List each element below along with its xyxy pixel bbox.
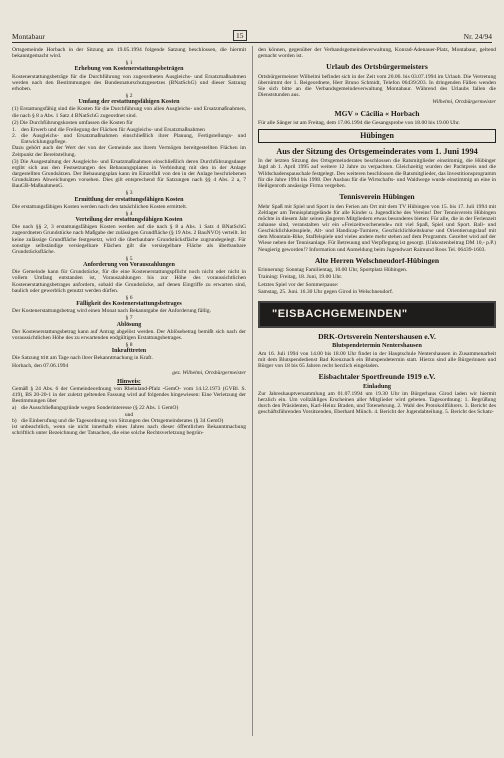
article-headline: Urlaub des Ortsbürgermeisters — [326, 62, 428, 72]
paragraph: Letztes Spiel vor der Sommerpause: — [258, 281, 339, 288]
list-marker: b) — [12, 417, 17, 424]
list-marker: 2. — [12, 133, 17, 140]
section-number: § 5 — [125, 256, 133, 262]
article-headline: Tennisverein Hübingen — [339, 192, 415, 202]
paragraph: Die Satzung tritt am Tage nach ihrer Bekanntmachung in Kraft. — [12, 355, 153, 362]
paragraph: Mehr Spaß mit Spiel und Sport in den Ferien am Ort mit dem TV Hübingen von 15. bis 17. Juli 1994 mit Zeltlager am Tennisplatzgelände für alle Kinder u. Jugendliche des Vereins! Der Tennisverein Hübingen möchte in diesem Jahr seinen jüngeren Mitgliedern etwas besonderes bieten: Für alle, die in der Ferienzeit zuhause sind, veranstalten wir ein »Freizeitwochenende« mit viel Spaß, Spiel und Sport. Ball- und Geschicklichkeitsspiele, Alt- und Handicap-Turniere, Geschicklichkeitskurse und Orientierungslauf mit dem Mountain-Bike, Staffelspiele und vieles andere mehr stehen auf dem Programm. Gezeltet wird auf der Wiese neben der Tennisanlage. Für Betreuung und Verpflegung ist gesorgt. (Unkostenbeitrag DM 10,- p.P.) Neugierig geworden!? Information und Anmeldung beim Jugendwart Raimund Roos Tel. 06439-1603. — [258, 203, 496, 253]
paragraph: Kostenerstattungsbeträge für die Durchführung von zugeordneten Ausgleichs- und Ersatzmaßnahmen werden nach den Bestimmungen des Bundesnaturschutzgesetzes (BNatSchG) und dieser Satzung erhoben. — [12, 73, 246, 92]
paragraph: Samstag, 25. Juni. 16.30 Uhr gegen Girod in Welschneudorf. — [258, 288, 394, 295]
section-heading: Ermittlung der erstattungsfähigen Kosten — [74, 196, 184, 203]
list-item-text: die Einberufung und die Tagesordnung von Sitzungen des Ortsgemeinderates (§ 34 GemO) — [21, 417, 224, 424]
section-number: § 3 — [125, 190, 133, 197]
section-heading: Inkrafttreten — [111, 348, 147, 355]
paragraph: (1) Erstattungsfähig sind die Kosten für die Durchführung von allen Ausgleichs- und Ersatzmaßnahmen, die nach § 8 a Abs. 1 Satz 4 BNatSchG zugeordnet sind. — [12, 106, 246, 119]
paragraph: Dazu gehört auch der Wert der von der Gemeinde aus ihrem Vermögen bereitgestellten Flächen im Zeitpunkt der Bereitstellung. — [12, 145, 246, 158]
article-headline: Alte Herren Welschneudorf-Hübingen — [314, 255, 440, 265]
paragraph: Die Gemeinde kann für Grundstücke, für die eine Kostenerstattungspflicht noch nicht oder nicht in vollem Umfang entstanden ist, Vorauszahlungen bis zur Höhe des voraussichtlichen Kostenerstattungsbetrages anfordern, sobald die Grundstücke, auf denen Eingriffe zu erwarten sind, baulich oder gewerblich genutzt werden dürfen. — [12, 269, 246, 294]
header-town: Montabaur — [12, 32, 45, 41]
section-heading: Ablösung — [116, 321, 142, 328]
list-item-text: die Ausschließungsgründe wegen Sonderinteresse (§ 22 Abs. 1 GemO) — [21, 405, 179, 412]
section-number: § 6 — [125, 294, 133, 301]
section-heading: Verteilung der erstattungsfähigen Kosten — [75, 217, 183, 224]
paragraph: Die erstattungsfähigen Kosten werden nach den tatsächlichen Kosten ermittelt. — [12, 203, 188, 210]
right-column — [258, 47, 496, 416]
signature: Wilhelmi, Ortsbürgermeister — [432, 99, 496, 106]
paragraph: In der letzten Sitzung des Ortsgemeinderates beschlossen die Ratsmitglieder einstimmig, die Hübinger Jagd ab 1. April 1995 auf weitere 12 Jahre zu verpachten. Gleichzeitig wurden der Pachtpreis und die Wildschadenspauschale festgelegt. Des weiteren beschlossen die Ratsmitglieder, das Investitionsprogramm für die Jahre 1994 bis 1998. Der Ausbau für die Wirtschafts- und Waldwege wurde einstimmig an eine in Heiligenroth ansässige Firma vergeben. — [258, 158, 497, 189]
left-column — [12, 47, 246, 437]
article-headline: MGV » Cäcilia « Horbach — [334, 108, 420, 118]
paragraph: Ortsbürgermeister Wilhelmi befindet sich in der Zeit vom 20.06. bis 03.07.1994 im Urlaub. Die Vertretung übernimmt der 1. Beigeordnete, Herr Bruno Schmidt, Telefon 06439/203. In dringenden Fällen wenden Sie sich bitte an die Verbandsgemeindeverwaltung Montabaur. Während des Urlaubs fallen die Dienststunden aus. — [258, 73, 496, 99]
paragraph: Für alle Sänger ist am Freitag, dem 17.06.1994 die Gesangsprobe von 18.00 bis 19.00 Uhr. — [258, 120, 460, 127]
eisbachgemeinden-banner: "EISBACHGEMEINDEN" — [258, 301, 496, 328]
subheading: Blutspendetermin Nentershausen — [332, 342, 422, 350]
section-number: § 8 — [125, 342, 133, 349]
paragraph: Gemäß § 24 Abs. 6 der Gemeindeordnung von Rheinland-Pfalz -GemO- vom 14.12.1973 (GVBl. S. 419), BS 20-20-1 in der zuletzt geltenden Fassung wird auf folgendes hingewiesen: Eine Verletzung der Bestimmungen über — [12, 385, 246, 405]
paragraph: Der Kostenerstattungsbetrag wird einen Monat nach Bekanntgabe der Anforderung fällig. — [12, 308, 212, 315]
page-header — [12, 30, 492, 43]
section-number: § 4 — [125, 210, 133, 217]
paragraph: Training: Freitag, 18. Juni, 19.00 Uhr. — [258, 274, 343, 281]
article-headline: Aus der Sitzung des Ortsgemeinderates vom 1. Juni 1994 — [276, 147, 478, 157]
paragraph: Der Kostenerstattungsbetrag kann auf Antrag abgelöst werden. Der Ablösebetrag bemißt sich nach der voraussichtlichen Höhe des zu erwartenden endgültigen Erstattungsbetrages. — [12, 328, 246, 341]
section-number: § 1 — [125, 60, 133, 67]
column-divider — [252, 46, 253, 736]
paragraph: Am 16. Juli 1994 von 14.00 bis 18.00 Uhr findet in der Hauptschule Nentershausen in Zusammenarbeit mit dem Blutspendedienst Bad Kreuznach ein Blutspendetermin statt. Hierzu sind alle Bürgerinnen und Bürger von 18 bis 65 Jahren recht herzlich eingeladen. — [258, 350, 496, 369]
paragraph: den können, gegenüber der Verbandsgemeindeverwaltung, Konrad-Adenauer-Platz, Montabaur, geltend gemacht worden ist. — [258, 47, 496, 60]
paragraph: Erinnerung: Sonntag Familientag, 10.00 Uhr, Sportplatz Hübingen. — [258, 267, 408, 274]
signature: gez. Wilhelmi, Ortsbürgermeister — [172, 369, 246, 376]
section-number: § 7 — [125, 315, 133, 322]
paragraph: ist unbeachtlich, wenn sie nicht innerhalb eines Jahres nach dieser öffentlichen Bekanntmachung schriftlich unter Bezeichnung der Tatsachen, die eine solche Rechtsverletzung begrün- — [12, 423, 246, 437]
section-heading: Umfang der erstattungsfähigen Kosten — [78, 99, 180, 106]
list-item-text: den Erwerb und die Freilegung der Flächen für Ausgleichs- und Ersatzmaßnahmen — [21, 126, 205, 133]
paragraph: Die nach §§ 2, 3 erstattungsfähigen Kosten werden auf die nach § 8 a Abs. 1 Satz 4 BNatSchG zugeordneten Grundstücke nach Maßgabe der zulässigen Grundfläche (§ 19 Abs. 2 BauNVO) verteilt. Ist keine zulässige Grundfläche festgesetzt, wird die überbaubare Grundstücksfläche zugrundegelegt. Für sonstige selbständige versiegelbare Flächen gilt die versiegelbare Fläche als überbaubare Grundstücksfläche. — [12, 224, 246, 255]
list-marker: 1. — [12, 126, 17, 133]
section-heading: Anforderung von Vorauszahlungen — [83, 262, 175, 269]
list-item-text: die Ausgleichs- und Ersatzmaßnahmen einschließlich ihrer Planung, Fertigstellungs- und Entwicklungspflege. — [21, 133, 246, 146]
article-headline: Eisbachtaler Sportfreunde 1919 e.V. — [318, 372, 436, 382]
paragraph: Horbach, den 07.06.1994 — [12, 362, 69, 369]
section-number: § 2 — [125, 93, 133, 100]
issue-number: Nr. 24/94 — [463, 32, 492, 41]
list-item — [12, 418, 246, 424]
section-heading: Fälligkeit des Kostenerstattungsbetrages — [76, 301, 182, 308]
paragraph: Zur Jahreshauptversammlung am 01.07.1994 um 19.30 Uhr im Bürgerhaus Girod laden wir hiermit herzlich ein. Um vollzähliges Erscheinen aller Mitglieder wird gebeten. Tagesordnung: 1. Begrüßung durch den Präsidenten, Karl-Heinz Braden, und Totenehrung. 2. Wahl des Protokollführers. 3. Bericht des geschäftsführenden Vorsitzenden, Eberhard Münch. 4. Bericht der Jugendabteilung. 5. Bericht des Schatz- — [258, 390, 496, 416]
subheading: Einladung — [362, 382, 391, 390]
centered-text: und — [124, 411, 134, 418]
section-heading: Erhebung von Kostenerstattungsbeträgen — [74, 66, 184, 73]
paragraph: (3) Die Ausgestaltung der Ausgleichs- und Ersatzmaßnahmen einschließlich deren Durchführungsdauer ergibt sich aus den Festsetzungen des Bebauungsplanes in Verbindung mit den in der Anlage dargestellten Grundsätzen. Der Bebauungsplan kann im Einzelfall von den in der Anlage beschriebenen Grundsätzen Abweichungen vorsehen. Dies gilt entsprechend für Satzungen nach §§ 4 Abs. 2 a, 7 BauGB-MaßnahmenG. — [12, 158, 246, 190]
page-number: 15 — [233, 30, 247, 41]
article-headline: DRK-Ortsverein Nentershausen e.V. — [318, 331, 436, 341]
list-item — [12, 405, 246, 411]
locality-banner: Hübingen — [258, 129, 496, 143]
paragraph: Ortsgemeinde Horbach in der Sitzung am 19.05.1994 folgende Satzung beschlossen, die hiermit bekanntgemacht wird. — [12, 47, 246, 60]
subheading: Hinweis: — [117, 377, 141, 385]
list-item — [12, 133, 246, 145]
list-marker: a) — [12, 405, 17, 412]
paragraph: (2) Die Durchführungskosten umfassen die Kosten für — [12, 119, 133, 126]
